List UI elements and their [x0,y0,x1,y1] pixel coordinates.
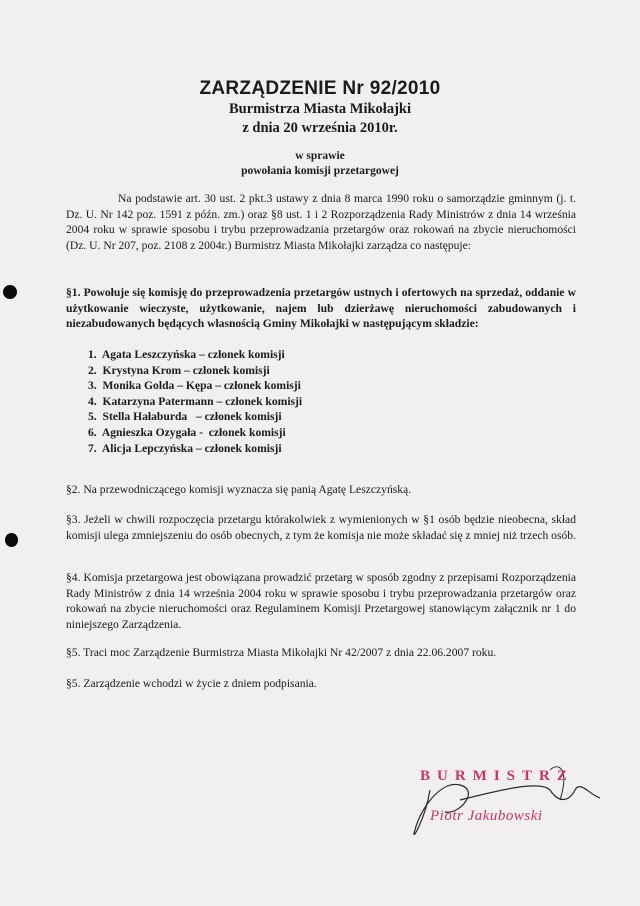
list-item: 1. Agata Leszczyńska – członek komisji [88,348,285,361]
committee-member-list [88,347,302,456]
preamble-paragraph: Na podstawie art. 30 ust. 2 pkt.3 ustawy z dnia 8 marca 1990 roku o samorządzie gminnym (j. t. Dz. U. Nr 142 poz. 1591 z późn. zm.) oraz §8 ust. 1 i 2 Rozporządzenia Rady Ministrów z dnia 14 września 2004 roku w sprawie sposobu i trybu przeprowadzania przetargów oraz rokowań na zbycie nieruchomości (Dz. U. Nr 207, poz. 2108 z 2004r.) Burmistrz Miasta Mikołajki zarządza co następuje: [66,192,576,252]
subject-line-1: w sprawie [295,150,345,162]
section-5-effective-paragraph: §5. Zarządzenie wchodzi w życie z dniem podpisania. [66,677,317,690]
list-item: 4. Katarzyna Patermann – członek komisji [88,394,303,408]
list-item: 3. Monika Golda – Kępa – członek komisji [88,379,301,393]
punch-hole-bottom [5,533,18,547]
section-3-paragraph: §3. Jeżeli w chwili rozpoczęcia przetargu którakolwiek z wymienionych w §1 osób będzie nieobecna, skład komisji ulega zmniejszeniu do osób obecnych, z tym że komisja nie może składać się z mniej niż trzech osób. [66,513,576,542]
list-item: 7. Alicja Lepczyńska – członek komisji [88,441,282,455]
document-issuer: Burmistrza Miasta Mikołajki [228,101,412,117]
section-5-repeal-paragraph: §5. Traci moc Zarządzenie Burmistrza Miasta Mikołajki Nr 42/2007 z dnia 22.06.2007 roku. [66,646,497,659]
document-title: ZARZĄDZENIE Nr 92/2010 [199,78,441,99]
punch-hole-top [3,285,17,299]
section-2-paragraph: §2. Na przewodniczącego komisji wyznacza się panią Agatę Leszczyńską. [66,483,412,496]
document-date: z dnia 20 września 2010r. [242,120,398,136]
list-item: 2. Krystyna Krom – członek komisji [88,363,270,377]
official-stamp-title: BURMISTRZ [420,768,574,784]
section-1-paragraph: §1. Powołuje się komisję do przeprowadzenia przetargów ustnych i ofertowych na sprzedaż, oddanie w użytkowanie wieczyste, użytkowanie, najem lub dzierżawę nieruchomości zabudowanych i niezabudowanych będących własnością Gminy Mikołajki w następującym składzie: [66,286,576,330]
official-stamp-name: Piotr Jakubowski [430,808,543,824]
subject-line-2: powołania komisji przetargowej [241,165,399,177]
list-item: 5. Stella Hałaburda – członek komisji [88,410,282,424]
list-item: 6. Agnieszka Ozygała - członek komisji [88,425,286,439]
section-4-paragraph: §4. Komisja przetargowa jest obowiązana prowadzić przetarg w sposób zgodny z przepisami Rozporządzenia Rady Ministrów z dnia 14 września 2004 roku w sprawie sposobu i trybu przeprowadzania przetargów oraz rokowań na zbycie nieruchomości oraz Regulaminem Komisji Przetargowej stanowiącym załącznik nr 1 do niniejszego Zarządzenia. [66,571,576,631]
